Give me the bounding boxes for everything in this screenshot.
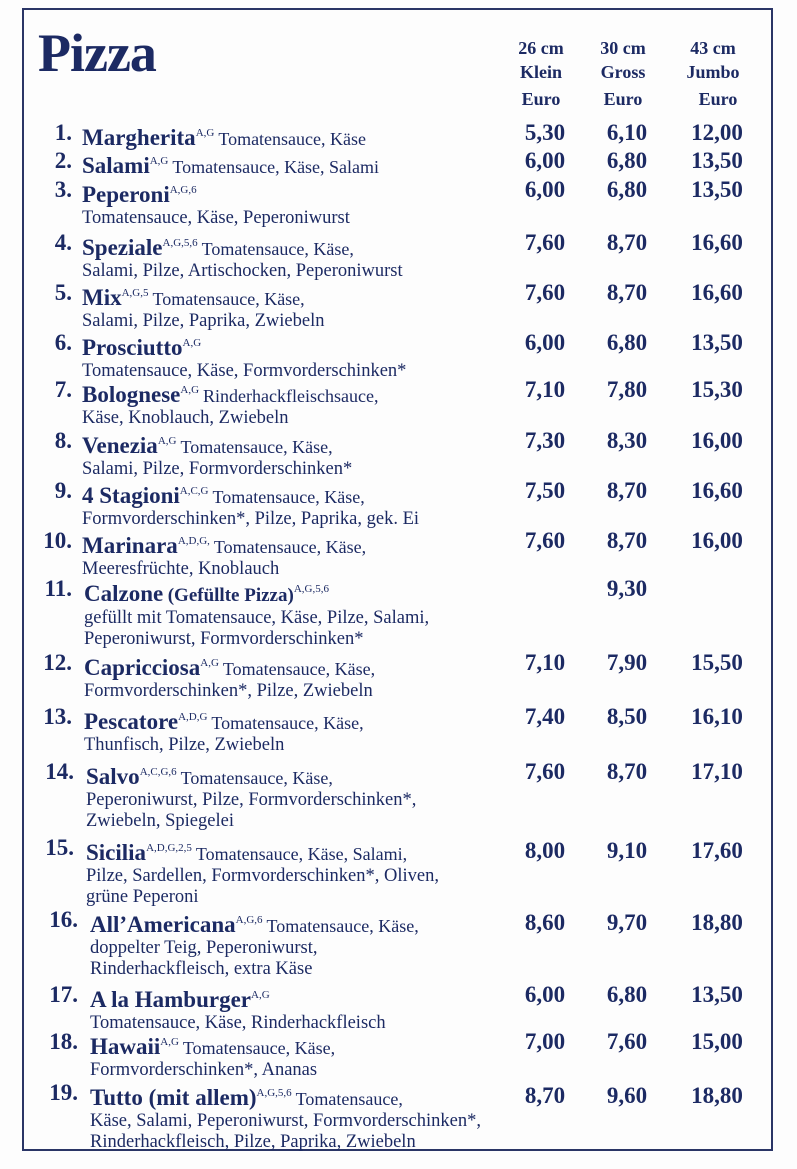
price-large: 16,60	[691, 230, 743, 255]
price-large: 17,10	[691, 759, 743, 784]
item-description: Tomatensauce, Käse,	[212, 487, 365, 507]
item-number: 16.	[49, 907, 78, 932]
price-medium: 9,10	[606, 838, 648, 863]
item-description-line: grüne Peperoni	[86, 887, 199, 907]
column-label: Jumbo	[686, 62, 740, 82]
item-description: Tomatensauce, Käse	[218, 129, 367, 149]
price-medium: 8,70	[606, 230, 648, 255]
price-medium: 7,60	[606, 1029, 648, 1054]
item-body	[84, 705, 534, 756]
item-description-line: Tomatensauce, Käse, Peperoniwurst	[82, 208, 350, 228]
price-large: 17,60	[691, 838, 743, 863]
price-small: 6,00	[524, 177, 566, 202]
price-small: 6,00	[524, 330, 566, 355]
item-description: Tomatensauce, Käse,	[222, 659, 376, 679]
item-name: Tutto (mit allem)	[90, 1085, 257, 1110]
column-label: Klein	[519, 62, 562, 82]
price-medium: 6,80	[606, 982, 648, 1007]
item-name: Calzone	[84, 581, 164, 606]
item-body	[82, 331, 532, 382]
allergen-codes: A,G,5,6	[256, 1087, 292, 1099]
item-body	[84, 651, 534, 702]
price-large: 16,60	[691, 280, 743, 305]
item-name: Peperoni	[82, 182, 170, 207]
price-small: 7,60	[524, 280, 566, 305]
price-medium: 9,70	[606, 910, 648, 935]
item-name: Bolognese	[82, 382, 181, 407]
column-currency: Euro	[521, 89, 561, 109]
item-description-line: Formvorderschinken*, Pilze, Zwiebeln	[84, 681, 373, 701]
item-description: Tomatensauce, Käse,	[201, 239, 354, 259]
item-number: 5.	[54, 280, 72, 305]
item-name: Mix	[82, 285, 122, 310]
price-large: 13,50	[691, 982, 743, 1007]
item-description-line: Salami, Pilze, Formvorderschinken*	[82, 459, 353, 479]
column-size: 30 cm	[600, 38, 646, 58]
price-medium: 8,50	[606, 704, 648, 729]
item-body	[82, 231, 532, 282]
item-body	[90, 1030, 540, 1081]
item-number: 15.	[45, 835, 74, 860]
price-medium: 6,80	[606, 148, 648, 173]
column-header-medium	[578, 36, 668, 111]
price-medium: 9,30	[606, 576, 648, 601]
item-body	[90, 1081, 540, 1153]
item-name: Capricciosa	[84, 655, 201, 680]
column-label: Gross	[600, 62, 646, 82]
item-description-line: Peperoniwurst, Formvorderschinken*	[84, 629, 364, 649]
item-name: Speziale	[82, 235, 163, 260]
item-body	[82, 149, 532, 179]
item-name: Salvo	[86, 764, 140, 789]
item-description: Tomatensauce, Käse,	[180, 437, 333, 457]
price-large: 16,00	[691, 428, 743, 453]
item-body	[86, 836, 536, 908]
price-medium: 8,70	[606, 759, 648, 784]
item-description-line: Rinderhackfleisch, Pilze, Paprika, Zwiebeln	[90, 1132, 416, 1152]
item-number: 11.	[44, 576, 72, 601]
item-description: Tomatensauce, Käse,	[266, 916, 419, 936]
allergen-codes: A,G	[157, 435, 177, 447]
price-small: 7,60	[524, 759, 566, 784]
item-description-line: doppelter Teig, Peperoniwurst,	[90, 938, 318, 958]
item-number: 3.	[54, 177, 72, 202]
price-small: 7,50	[524, 478, 566, 503]
price-medium: 6,80	[606, 177, 648, 202]
price-medium: 9,60	[606, 1083, 648, 1108]
allergen-codes: A,G,6	[169, 184, 197, 196]
item-name: 4 Stagioni	[82, 483, 180, 508]
item-description-line: Thunfisch, Pilze, Zwiebeln	[84, 735, 285, 755]
item-body	[86, 760, 536, 832]
allergen-codes: A,D,G,	[177, 535, 210, 547]
allergen-codes: A,G	[195, 127, 215, 139]
item-number: 13.	[43, 704, 72, 729]
allergen-codes: A,G	[182, 337, 202, 349]
item-number: 12.	[43, 650, 72, 675]
item-body	[82, 378, 532, 429]
item-description-line: Zwiebeln, Spiegelei	[86, 811, 234, 831]
item-name: A la Hamburger	[90, 987, 251, 1012]
item-number: 17.	[49, 982, 78, 1007]
item-body	[84, 577, 534, 650]
price-large: 18,80	[691, 910, 743, 935]
price-large: 13,50	[691, 177, 743, 202]
price-large: 16,00	[691, 528, 743, 553]
item-number: 18.	[49, 1029, 78, 1054]
item-name: Prosciutto	[82, 335, 183, 360]
column-currency: Euro	[698, 89, 738, 109]
item-number: 7.	[54, 377, 72, 402]
item-description: Rinderhackfleischsauce,	[203, 386, 379, 406]
item-body	[82, 178, 532, 229]
price-small: 5,30	[524, 120, 566, 145]
price-large: 12,00	[691, 120, 743, 145]
item-body	[82, 121, 532, 151]
column-size: 26 cm	[518, 38, 564, 58]
item-number: 10.	[43, 528, 72, 553]
item-number: 4.	[54, 230, 72, 255]
price-medium: 8,30	[606, 428, 648, 453]
allergen-codes: A,G	[200, 657, 219, 669]
price-medium: 8,70	[606, 478, 648, 503]
allergen-codes: A,G,6	[235, 914, 263, 926]
item-body	[82, 281, 532, 332]
item-description-line: Peperoniwurst, Pilze, Formvorderschinken*,	[86, 790, 417, 810]
item-description-line: Tomatensauce, Käse, Formvorderschinken*	[82, 361, 407, 381]
price-small: 7,00	[524, 1029, 566, 1054]
price-large: 13,50	[691, 330, 743, 355]
item-number: 2.	[54, 148, 72, 173]
item-number: 6.	[54, 330, 72, 355]
item-description: Tomatensauce, Käse, Salami	[172, 157, 380, 177]
item-description: Tomatensauce, Käse,	[152, 289, 305, 309]
price-small: 6,00	[524, 982, 566, 1007]
item-name: Venezia	[82, 433, 158, 458]
price-medium: 8,70	[606, 528, 648, 553]
item-description: Tomatensauce, Käse,	[211, 713, 364, 733]
item-description-line: Rinderhackfleisch, extra Käse	[90, 959, 313, 979]
allergen-codes: A,C,G,6	[139, 766, 177, 778]
item-name-note: (Gefüllte Pizza)	[167, 585, 294, 606]
column-header-large	[668, 36, 758, 111]
column-header-small	[496, 36, 586, 111]
item-name: Pescatore	[84, 709, 179, 734]
price-small: 7,10	[524, 377, 566, 402]
item-description: Tomatensauce,	[295, 1089, 403, 1109]
item-description-line: Meeresfrüchte, Knoblauch	[82, 559, 280, 579]
allergen-codes: A,D,G	[178, 711, 208, 723]
item-description-line: Salami, Pilze, Paprika, Zwiebeln	[82, 311, 325, 331]
price-medium: 6,80	[606, 330, 648, 355]
allergen-codes: A,D,G,2,5	[146, 842, 192, 854]
allergen-codes: A,G,5,6	[293, 583, 329, 595]
price-large: 15,50	[691, 650, 743, 675]
item-description-line: Salami, Pilze, Artischocken, Peperoniwurst	[82, 261, 403, 281]
price-medium: 6,10	[606, 120, 648, 145]
item-number: 8.	[54, 428, 72, 453]
allergen-codes: A,G	[180, 384, 200, 396]
price-small: 7,40	[524, 704, 566, 729]
allergen-codes: A,G	[251, 989, 270, 1001]
price-small: 8,00	[524, 838, 566, 863]
item-number: 1.	[54, 120, 72, 145]
price-large: 18,80	[691, 1083, 743, 1108]
allergen-codes: A,G,5	[121, 287, 149, 299]
price-small: 6,00	[524, 148, 566, 173]
item-description-line: Formvorderschinken*, Ananas	[90, 1060, 318, 1080]
item-description-line: Pilze, Sardellen, Formvorderschinken*, Oliven,	[86, 866, 439, 886]
item-description: Tomatensauce, Käse,	[182, 1038, 336, 1058]
item-description: Tomatensauce, Käse,	[180, 768, 333, 788]
price-medium: 7,90	[606, 650, 648, 675]
item-body	[90, 983, 540, 1034]
item-description-line: Tomatensauce, Käse, Rinderhackfleisch	[90, 1013, 386, 1033]
price-medium: 7,80	[606, 377, 648, 402]
item-description: Tomatensauce, Käse, Salami,	[195, 844, 408, 864]
item-body	[82, 429, 532, 480]
item-name: All’Americana	[90, 912, 236, 937]
item-body	[82, 479, 532, 530]
price-small: 7,60	[524, 230, 566, 255]
allergen-codes: A,G	[149, 155, 169, 167]
item-name: Hawaii	[90, 1034, 161, 1059]
allergen-codes: A,G	[160, 1036, 179, 1048]
item-description-line: Käse, Knoblauch, Zwiebeln	[82, 408, 289, 428]
price-medium: 8,70	[606, 280, 648, 305]
item-body	[90, 908, 540, 980]
column-size: 43 cm	[690, 38, 736, 58]
item-number: 19.	[49, 1080, 78, 1105]
price-small: 7,30	[524, 428, 566, 453]
allergen-codes: A,G,5,6	[162, 237, 198, 249]
price-large: 16,60	[691, 478, 743, 503]
item-description-line: Formvorderschinken*, Pilze, Paprika, gek. Ei	[82, 509, 420, 529]
price-small: 7,60	[524, 528, 566, 553]
price-large: 13,50	[691, 148, 743, 173]
price-large: 16,10	[691, 704, 743, 729]
item-name: Sicilia	[86, 840, 147, 865]
price-small: 7,10	[524, 650, 566, 675]
item-name: Margherita	[82, 125, 196, 150]
column-currency: Euro	[603, 89, 643, 109]
price-small: 8,60	[524, 910, 566, 935]
item-number: 9.	[54, 478, 72, 503]
item-description-line: Käse, Salami, Peperoniwurst, Formvorderschinken*,	[90, 1111, 481, 1131]
item-body	[82, 529, 532, 580]
price-small: 8,70	[524, 1083, 566, 1108]
allergen-codes: A,C,G	[179, 485, 209, 497]
item-description-line: gefüllt mit Tomatensauce, Käse, Pilze, Salami,	[84, 608, 430, 628]
price-large: 15,30	[691, 377, 743, 402]
item-name: Salami	[82, 153, 150, 178]
price-large: 15,00	[691, 1029, 743, 1054]
item-description: Tomatensauce, Käse,	[213, 537, 367, 557]
page-title: Pizza	[38, 23, 156, 83]
item-name: Marinara	[82, 533, 178, 558]
item-number: 14.	[45, 759, 74, 784]
